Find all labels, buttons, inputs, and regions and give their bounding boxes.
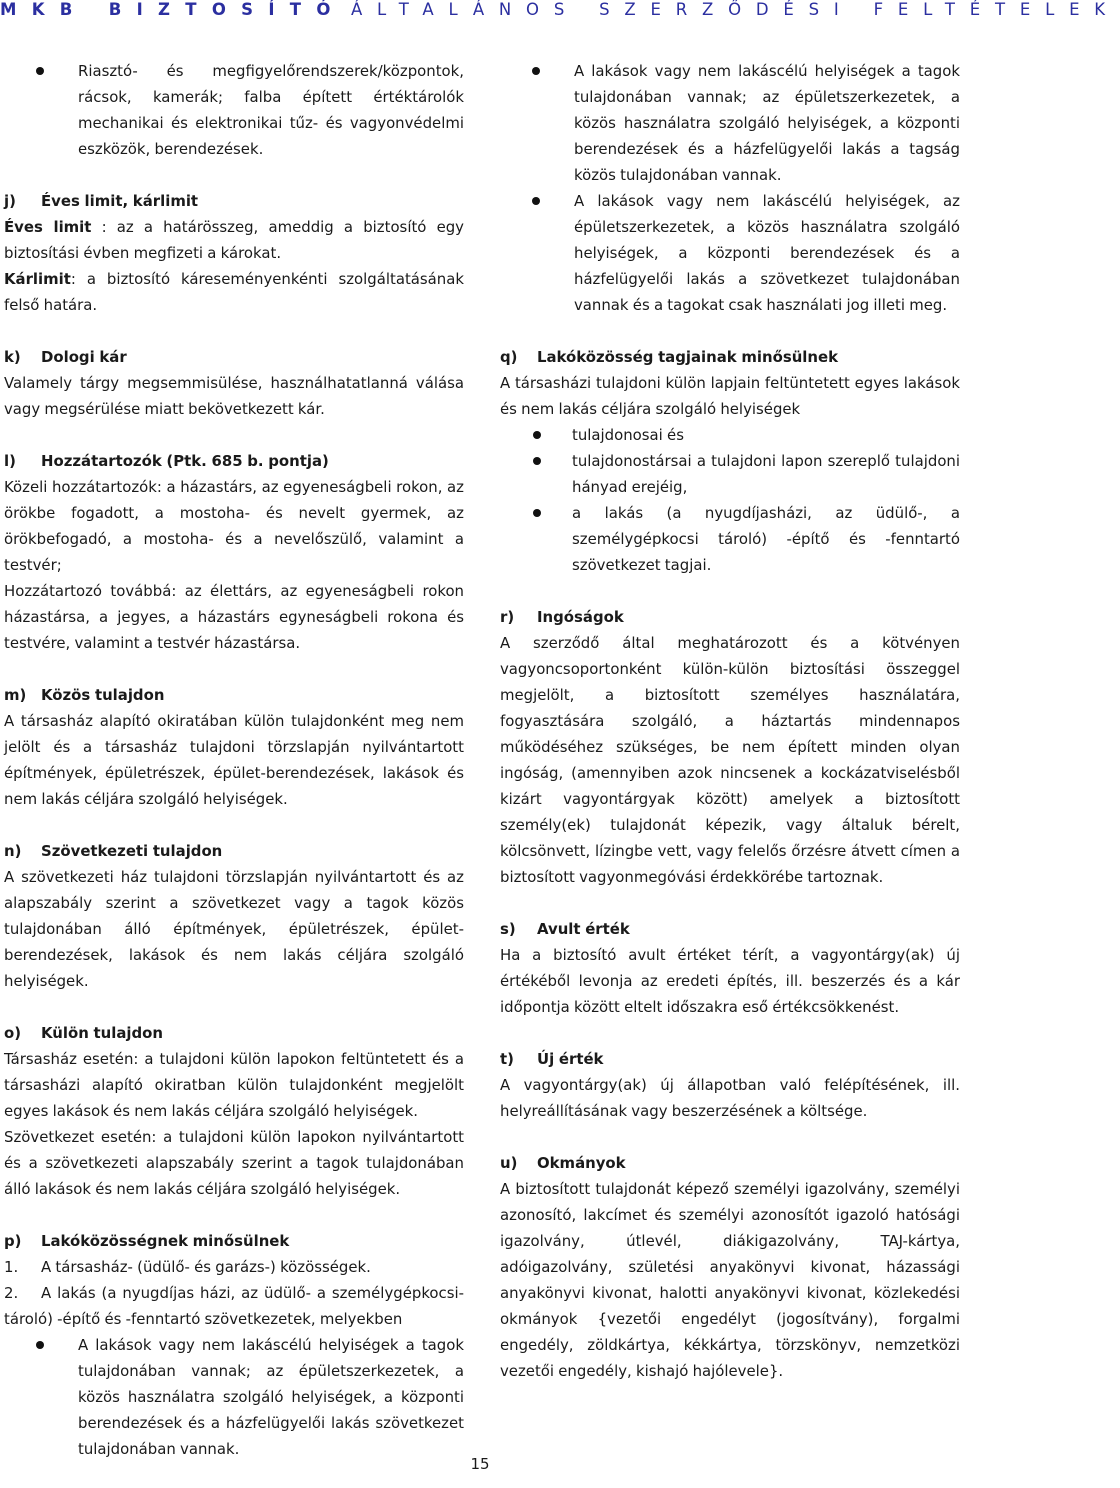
section-title: Új érték — [537, 1050, 604, 1068]
numbered-item — [4, 1280, 464, 1332]
section-label: k) — [4, 348, 21, 366]
section-label: j) — [4, 192, 16, 210]
list-item: Riasztó- és megfigyelőrendszerek/központok, rácsok, kamerák; falba épített értéktárolók mechanikai és elektronikai tűz- és vagyonvédelmi eszközök, berendezések. — [4, 58, 464, 162]
section-heading — [4, 344, 464, 370]
section-title: Hozzátartozók (Ptk. 685 b. pontja) — [41, 452, 329, 470]
section-title: Lakóközösségnek minősülnek — [41, 1232, 290, 1250]
section-r — [500, 604, 960, 890]
section-heading — [500, 916, 960, 942]
item-text: A lakás (a nyugdíjas házi, az üdülő- a személygépkocsi-tároló) -építő és -fenntartó szövetkezetek, melyekben — [4, 1284, 464, 1328]
section-text: A biztosított tulajdonát képező személyi igazolvány, személyi azonosító, lakcímet és személyi azonosítót igazoló hatósági igazolvány, útlevél, diákigazolvány, TAJ-kártya, adóigazolvány, születési anyakönyvi kivonat, házassági anyakönyvi kivonat, halotti anyakönyvi kivonat, közlekedési okmányok {vezetői engedélyt (jogosítvány), forgalmi engedély, zöldkártya, kékkártya, törzskönyv, nemzetközi vezetői engedély, kishajó hajólevele}. — [500, 1180, 960, 1380]
section-heading — [500, 1046, 960, 1072]
header-title: ÁLTALÁNOS SZERZŐDÉSI FELTÉTELEK — [350, 0, 1120, 19]
section-heading — [4, 448, 464, 474]
definition — [4, 214, 464, 266]
section-j — [4, 188, 464, 318]
left-column — [4, 58, 464, 1488]
section-text: Hozzátartozó továbbá: az élettárs, az egyeneságbeli rokon házastársa, a jegyes, a házastárs egyneságbeli rokona és testvére, valamint a testvér házastársa. — [4, 582, 464, 652]
section-u — [500, 1150, 960, 1384]
bullet-list — [500, 58, 960, 318]
section-title: Lakóközösség tagjainak minősülnek — [537, 348, 839, 366]
list-item: A lakások vagy nem lakáscélú helyiségek a tagok tulajdonában vannak; az épületszerkezetek, a közös használatra szolgáló helyiségek, a központi berendezések és a házfelügyelői lakás szövetkezet tulajdonában vannak. — [4, 1332, 464, 1462]
section-title: Éves limit, kárlimit — [41, 192, 199, 210]
section-heading — [500, 1150, 960, 1176]
term: Kárlimit — [4, 270, 71, 288]
section-heading — [4, 1020, 464, 1046]
item-number: 2. — [4, 1284, 19, 1302]
section-text: Ha a biztosító avult értéket térít, a vagyontárgy(ak) új értékéből levonja az eredeti építés, ill. beszerzés és a kár időpontja között eltelt időszakra eső értékcsökkenést. — [500, 946, 960, 1016]
item-text: A társasház- (üdülő- és garázs-) közösségek. — [41, 1258, 371, 1276]
section-t — [500, 1046, 960, 1124]
definition-text: : a biztosító káreseményenkénti szolgáltatásának felső határa. — [4, 270, 464, 314]
section-heading — [500, 604, 960, 630]
section-label: u) — [500, 1154, 518, 1172]
section-p — [4, 1228, 464, 1462]
section-text: Közeli hozzátartozók: a házastárs, az egyeneságbeli rokon, az örökbe fogadott, a mostoha- és nevelt gyermek, az örökbefogadó, a mostoha- és a nevelőszülő, valamint a testvér; — [4, 478, 464, 574]
bullet-list — [500, 422, 960, 578]
list-item: a lakás (a nyugdíjasházi, az üdülő-, a személygépkocsi tároló) -építő és -fenntartó szövetkezet tagjai. — [500, 500, 960, 578]
section-text: A társasházi tulajdoni külön lapjain feltüntetett egyes lakások és nem lakás céljára szolgáló helyiségek — [500, 374, 960, 418]
section-l — [4, 448, 464, 656]
right-column — [500, 58, 960, 1410]
section-intro — [4, 58, 464, 162]
section-q — [500, 344, 960, 578]
section-o — [4, 1020, 464, 1202]
section-title: Ingóságok — [537, 608, 624, 626]
section-m — [4, 682, 464, 812]
definition-text: : az a határösszeg, ameddig a biztosító egy biztosítási évben megfizeti a károkat. — [4, 218, 464, 262]
section-label: o) — [4, 1024, 22, 1042]
section-title: Dologi kár — [41, 348, 127, 366]
list-item: A lakások vagy nem lakáscélú helyiségek a tagok tulajdonában vannak; az épületszerkezetek, a közös használatra szolgáló helyiségek, a központi berendezések és a házfelügyelői lakás a tagság közös tulajdonában vannak. — [500, 58, 960, 188]
term: Éves limit — [4, 218, 92, 236]
section-label: m) — [4, 686, 27, 704]
section-label: s) — [500, 920, 516, 938]
section-title: Avult érték — [537, 920, 630, 938]
section-text: A vagyontárgy(ak) új állapotban való felépítésének, ill. helyreállításának vagy beszerzésének a költsége. — [500, 1076, 960, 1120]
section-label: n) — [4, 842, 22, 860]
section-k — [4, 344, 464, 422]
section-label: t) — [500, 1050, 514, 1068]
bullet-list — [4, 58, 464, 162]
numbered-item — [4, 1254, 464, 1280]
section-label: q) — [500, 348, 518, 366]
section-title: Külön tulajdon — [41, 1024, 163, 1042]
bullet-list — [4, 1332, 464, 1462]
list-item: tulajdonosai és — [500, 422, 960, 448]
section-title: Közös tulajdon — [41, 686, 165, 704]
definition — [4, 266, 464, 318]
section-title: Okmányok — [537, 1154, 626, 1172]
section-heading — [4, 838, 464, 864]
section-text: Valamely tárgy megsemmisülése, használhatatlanná válása vagy megsérülése miatt bekövetkezett kár. — [4, 374, 464, 418]
section-p-continued — [500, 58, 960, 318]
page-number: 15 — [470, 1455, 490, 1473]
section-text: Szövetkezet esetén: a tulajdoni külön lapokon nyilvántartott és a szövetkezeti alapszabály szerint a tagok tulajdonában álló lakások és nem lakás céljára szolgáló helyiségek. — [4, 1128, 464, 1198]
section-heading — [4, 1228, 464, 1254]
header-brand: MKB BIZTOSÍTÓ — [0, 0, 346, 19]
section-text: A társasház alapító okiratában külön tulajdonként meg nem jelölt és a társasház tulajdoni törzslapján nyilvántartott építmények, épületrészek, épület-berendezések, lakások és nem lakás céljára szolgáló helyiségek. — [4, 712, 464, 808]
section-label: p) — [4, 1232, 22, 1250]
list-item: A lakások vagy nem lakáscélú helyiségek, az épületszerkezetek, a közös használatra szolgáló helyiségek, a központi berendezések és a házfelügyelői lakás a szövetkezet tulajdonában vannak és a tagokat csak használati jog illeti meg. — [500, 188, 960, 318]
section-heading — [4, 682, 464, 708]
section-heading — [4, 188, 464, 214]
page-header — [0, 0, 1120, 26]
section-text: A szövetkezeti ház tulajdoni törzslapján nyilvántartott és az alapszabály szerint a szövetkezet vagy a tagok közös tulajdonában álló építmények, épületrészek, épület-berendezések, lakások és nem lakás céljára szolgáló helyiségek. — [4, 868, 464, 990]
section-s — [500, 916, 960, 1020]
item-number: 1. — [4, 1258, 19, 1276]
section-text: A szerződő által meghatározott és a kötvényen vagyoncsoportonként külön-külön biztosítási összeggel megjelölt, a biztosított személyes használatára, fogyasztására szolgáló, a háztartás mindennapos működéséhez szükséges, be nem épített minden olyan ingóság, (amennyiben azok nincsenek a kockázatviselésből kizárt vagyontárgyak között) amelyek a biztosított személy(ek) tulajdonát képezik, vagy általuk bérelt, kölcsönvett, lízingbe vett, vagy felelős őrzésre átvett címen a biztosított vagyonmegóvási érdekkörébe tartoznak. — [500, 634, 960, 886]
section-heading — [500, 344, 960, 370]
section-text: Társasház esetén: a tulajdoni külön lapokon feltüntetett és a társasházi alapító okiratban külön tulajdonként megjelölt egyes lakások és nem lakás céljára szolgáló helyiségek. — [4, 1050, 464, 1120]
list-item: tulajdonostársai a tulajdoni lapon szereplő tulajdoni hányad erejéig, — [500, 448, 960, 500]
section-title: Szövetkezeti tulajdon — [41, 842, 223, 860]
section-n — [4, 838, 464, 994]
section-label: l) — [4, 452, 16, 470]
section-label: r) — [500, 608, 515, 626]
